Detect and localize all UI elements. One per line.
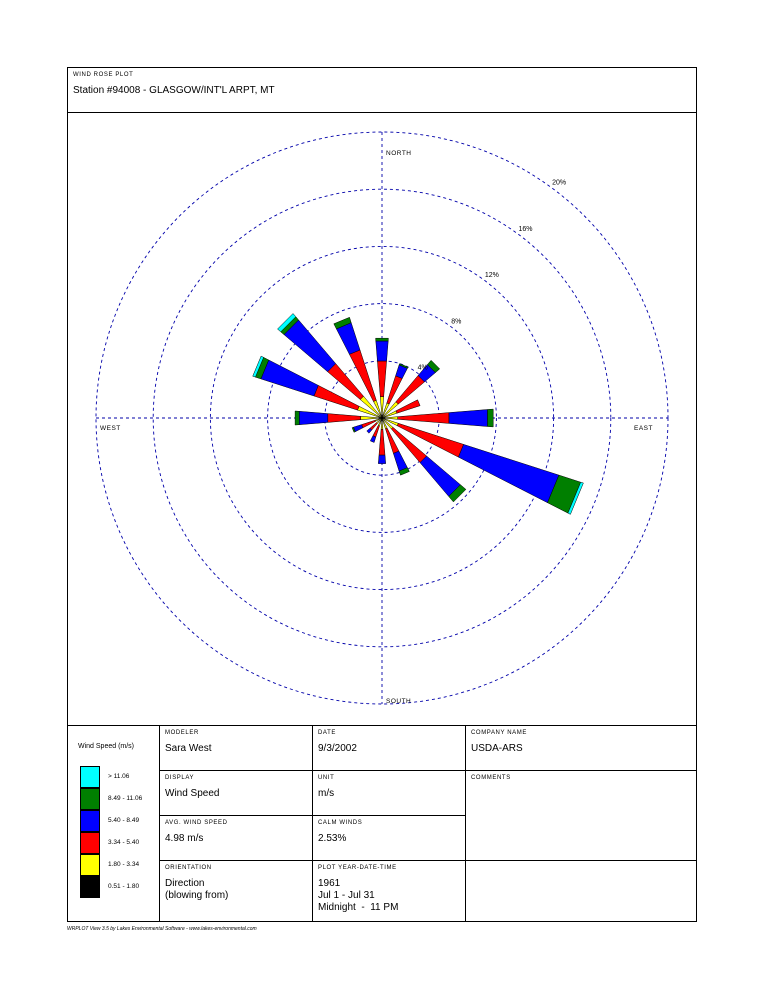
modeler-cell xyxy=(160,726,313,771)
calm-winds-value: 2.53% xyxy=(318,833,347,844)
petal-ese-bin-3 xyxy=(458,444,559,502)
company-label: COMPANY NAME xyxy=(471,730,527,736)
report-header xyxy=(68,68,696,113)
calm-winds-cell xyxy=(313,816,466,861)
date-value: 9/3/2002 xyxy=(318,743,357,754)
period-label: PLOT YEAR-DATE-TIME xyxy=(318,865,397,871)
petal-w-bin-4 xyxy=(295,411,299,425)
legend-swatch xyxy=(80,788,100,810)
period-value: 1961 Jul 1 - Jul 31 Midnight - 11 PM xyxy=(318,878,399,913)
legend-item xyxy=(80,832,160,854)
company-value: USDA-ARS xyxy=(471,743,523,754)
avg-speed-value: 4.98 m/s xyxy=(165,833,204,844)
comments-label: COMMENTS xyxy=(471,775,511,781)
legend-swatch xyxy=(80,832,100,854)
orientation-label: ORIENTATION xyxy=(165,865,212,871)
station-title: Station #94008 - GLASGOW/INT'L ARPT, MT xyxy=(73,85,275,96)
petal-e-bin-2 xyxy=(398,413,449,424)
petal-s-bin-3 xyxy=(378,455,385,464)
petal-se-bin-3 xyxy=(420,456,460,496)
unit-cell xyxy=(313,771,466,816)
legend-item xyxy=(80,876,160,898)
calm-winds-label: CALM WINDS xyxy=(318,820,363,826)
ring-label: 20% xyxy=(552,179,567,187)
petal-w-bin-3 xyxy=(299,411,328,424)
orientation-value: Direction (blowing from) xyxy=(165,878,229,901)
report-type-label: WIND ROSE PLOT xyxy=(73,72,134,78)
display-cell xyxy=(160,771,313,816)
avg-speed-cell xyxy=(160,816,313,861)
empty-cell xyxy=(466,861,696,922)
avg-speed-label: AVG. WIND SPEED xyxy=(165,820,228,826)
ring-label: 16% xyxy=(518,225,533,233)
ring-label: 8% xyxy=(451,318,462,326)
petal-n-bin-3 xyxy=(376,341,388,361)
legend-label: 5.40 - 8.49 xyxy=(108,817,140,824)
modeler-value: Sara West xyxy=(165,743,212,754)
info-panel xyxy=(68,725,696,922)
date-label: DATE xyxy=(318,730,336,736)
modeler-label: MODELER xyxy=(165,730,199,736)
company-cell xyxy=(466,726,696,771)
legend-swatch xyxy=(80,810,100,832)
legend-label: 1.80 - 3.34 xyxy=(108,861,140,868)
display-value: Wind Speed xyxy=(165,788,220,799)
ring-label: 12% xyxy=(484,272,499,280)
period-cell xyxy=(313,861,466,922)
legend-item xyxy=(80,810,160,832)
orientation-cell xyxy=(160,861,313,922)
date-cell xyxy=(313,726,466,771)
petal-w-bin-2 xyxy=(328,414,361,423)
wind-rose-chart xyxy=(68,113,696,725)
south-label: SOUTH xyxy=(386,698,412,705)
petal-ssw-bin-3 xyxy=(370,436,376,443)
legend-title: Wind Speed (m/s) xyxy=(78,743,135,750)
legend-item xyxy=(80,766,160,788)
wind-rose-report xyxy=(67,67,697,922)
software-footer: WRPLOT View 3.5 by Lakes Environmental Software - www.lakes-environmental.com xyxy=(67,926,257,932)
legend-label: > 11.06 xyxy=(108,773,130,780)
wind-rose-plot-area xyxy=(68,113,696,725)
west-label: WEST xyxy=(100,425,121,432)
unit-value: m/s xyxy=(318,788,335,799)
legend-swatch xyxy=(80,766,100,788)
petal-e-bin-3 xyxy=(449,410,488,427)
petal-sse-bin-3 xyxy=(393,451,407,471)
ring-label: 4% xyxy=(417,364,428,372)
petal-n-bin-2 xyxy=(377,361,386,397)
unit-label: UNIT xyxy=(318,775,335,781)
north-label: NORTH xyxy=(386,150,412,157)
east-label: EAST xyxy=(634,425,653,432)
petal-sw-bin-3 xyxy=(367,428,372,433)
legend-swatch xyxy=(80,854,100,876)
petal-s-bin-2 xyxy=(379,429,385,455)
legend-label: 8.49 - 11.06 xyxy=(108,795,143,802)
legend-panel xyxy=(68,726,160,922)
display-label: DISPLAY xyxy=(165,775,195,781)
legend-swatch xyxy=(80,876,100,898)
petal-e-bin-4 xyxy=(488,409,494,427)
legend-label: 0.51 - 1.80 xyxy=(108,883,140,890)
legend-item xyxy=(80,788,160,810)
petal-n-bin-4 xyxy=(376,338,389,341)
petal-nw-bin-3 xyxy=(284,320,336,372)
comments-cell xyxy=(466,771,696,861)
legend-item xyxy=(80,854,160,876)
petal-wnw-bin-3 xyxy=(261,360,318,396)
legend-label: 3.34 - 5.40 xyxy=(108,839,140,846)
